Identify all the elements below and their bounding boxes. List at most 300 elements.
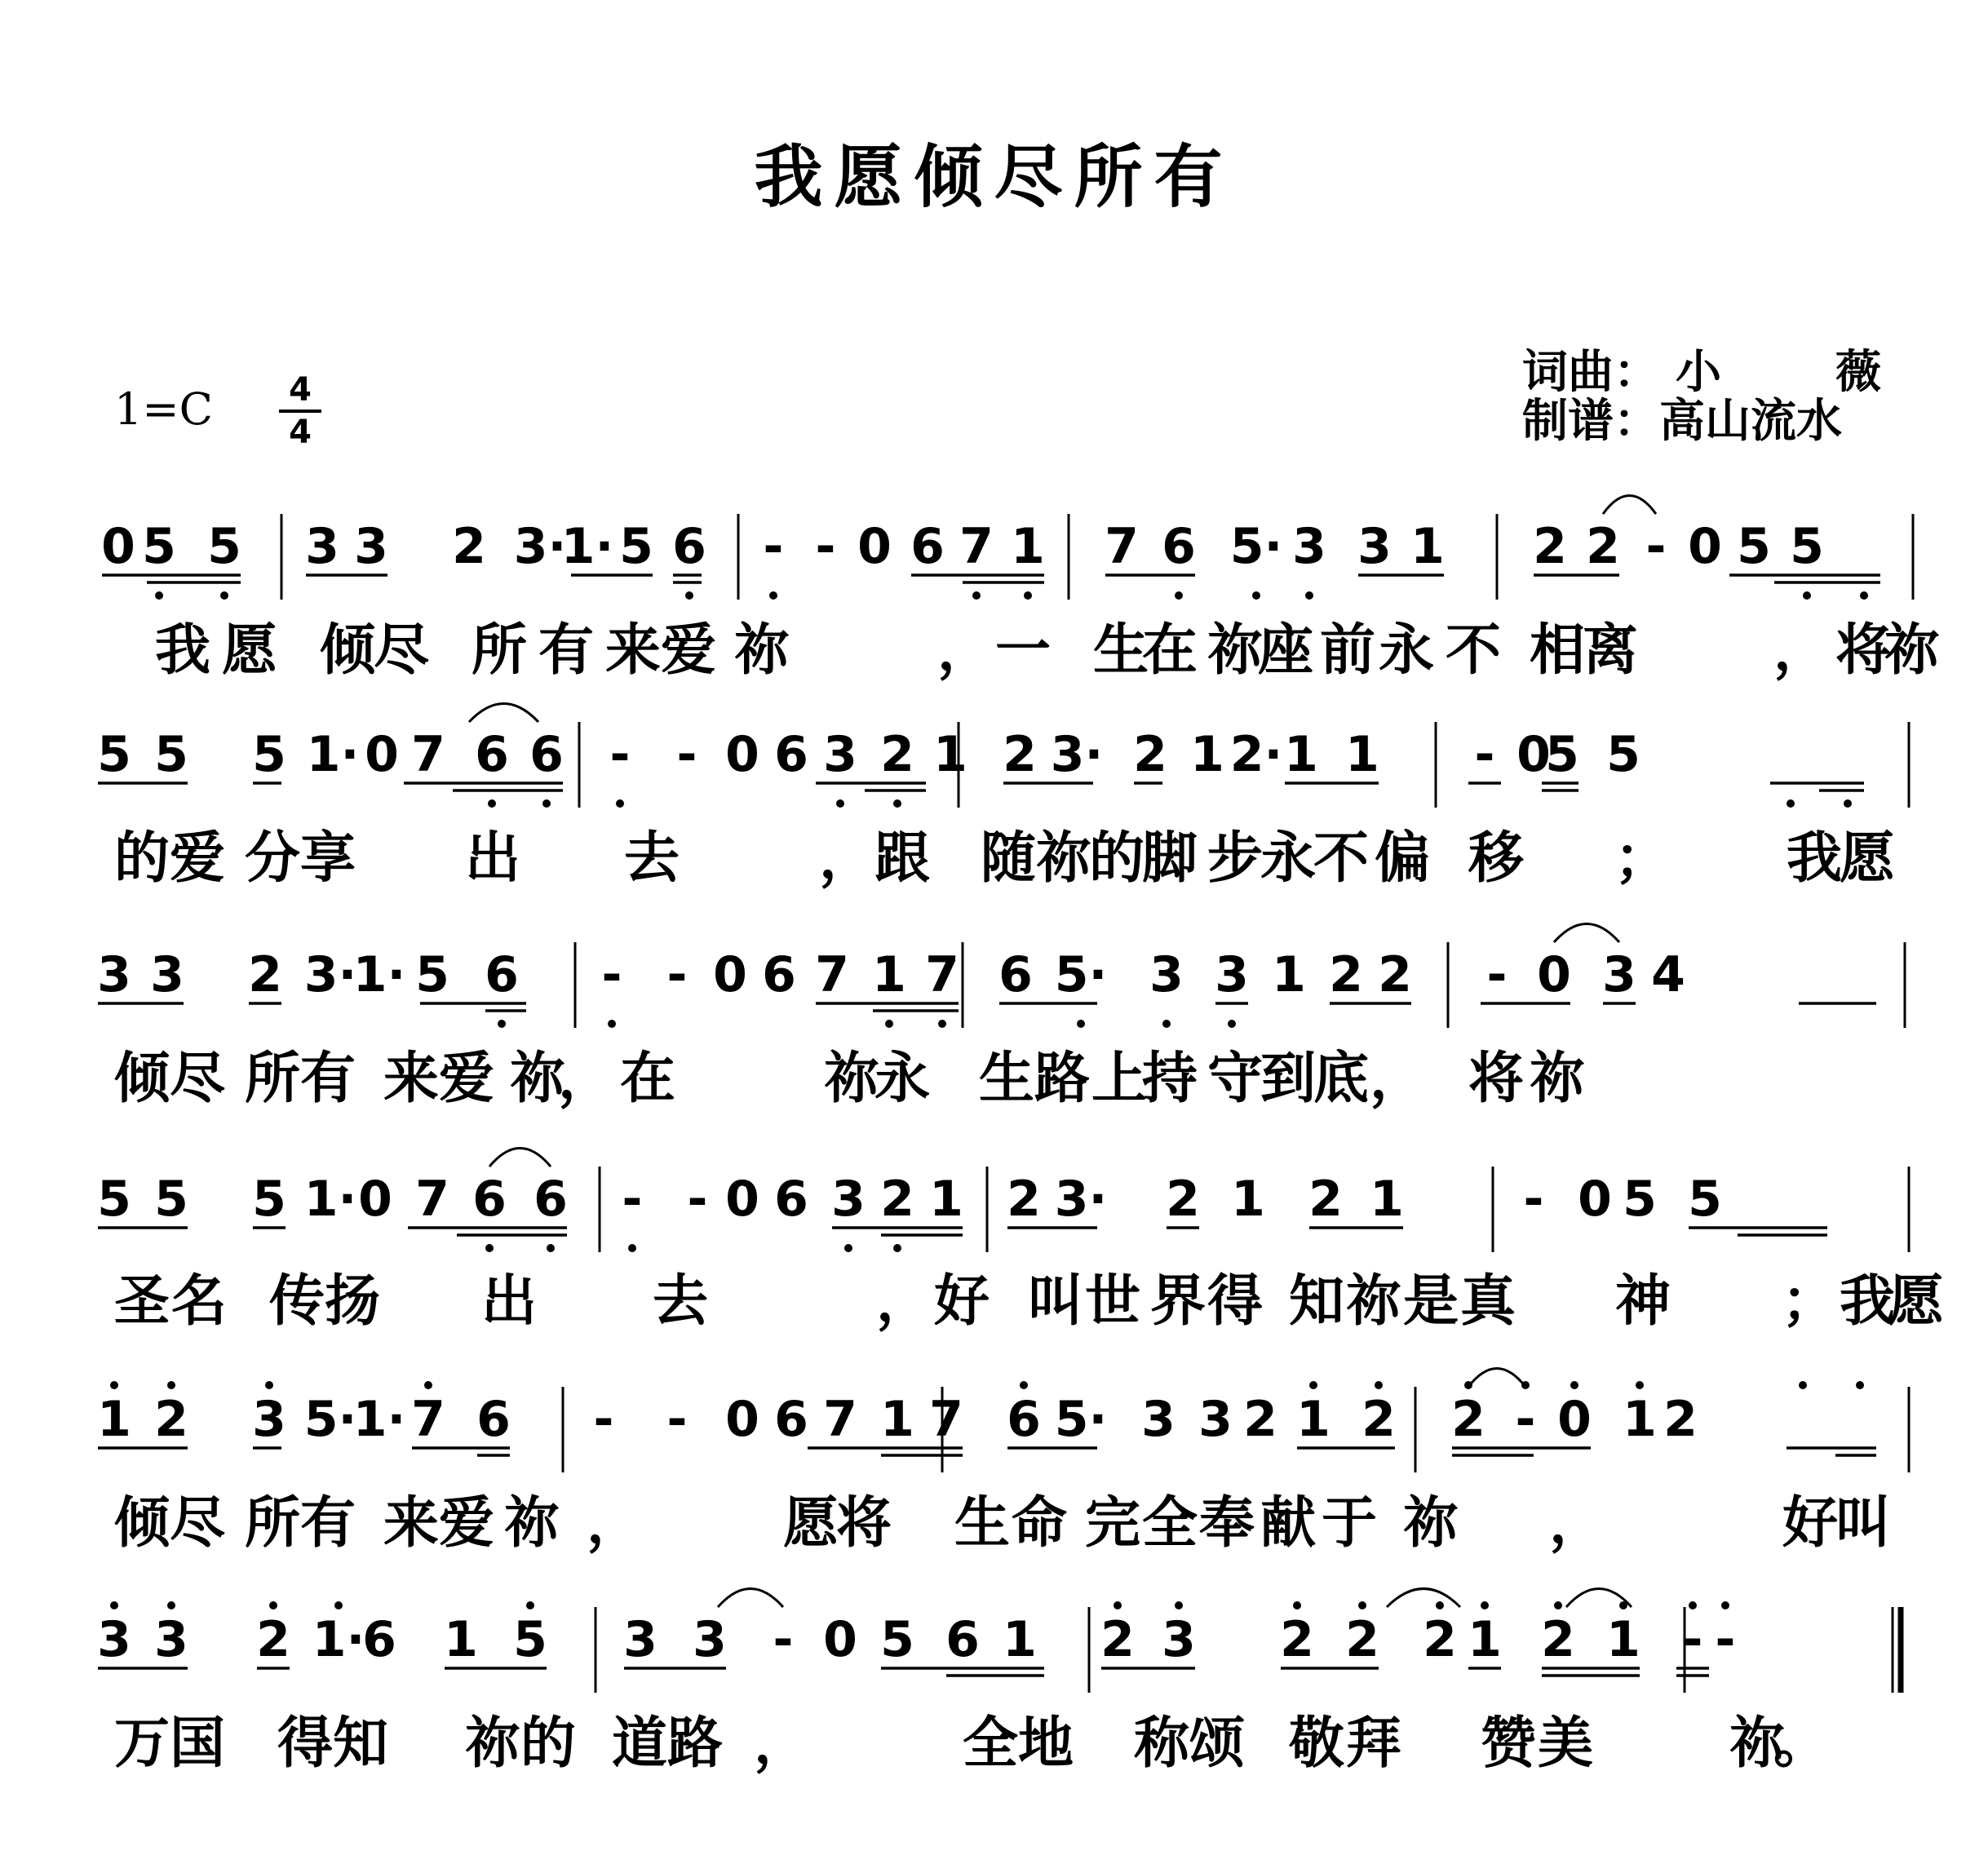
lyric-char: 离 bbox=[1583, 618, 1639, 683]
system-4 bbox=[97, 1149, 1944, 1335]
note: 3 bbox=[97, 946, 131, 1003]
lyric-char: 倾 bbox=[320, 618, 376, 683]
note: 2 bbox=[1133, 726, 1167, 783]
note: 5· bbox=[303, 1391, 357, 1448]
note: - bbox=[1474, 726, 1495, 783]
lyric-char: 步 bbox=[1207, 826, 1264, 891]
lyric-char: 守 bbox=[1207, 1047, 1264, 1111]
octave-dot bbox=[685, 591, 693, 600]
octave-dot bbox=[972, 591, 981, 600]
lyric-char: ， bbox=[1549, 1491, 1605, 1556]
note: 3 bbox=[1602, 946, 1636, 1003]
lyric-char: 所 bbox=[472, 618, 528, 683]
lyric-char: 倾 bbox=[114, 1047, 170, 1111]
lyric-char: 跟 bbox=[874, 826, 931, 891]
lyric-char: 称 bbox=[1134, 1711, 1190, 1776]
note: 0 bbox=[365, 726, 399, 783]
lyric-char: 祢 bbox=[1207, 618, 1264, 683]
lyric-char: 底 bbox=[1313, 1047, 1370, 1111]
octave-dot bbox=[844, 1244, 852, 1252]
lyric-char: ， bbox=[937, 618, 994, 683]
octave-dot bbox=[167, 1381, 175, 1389]
note: 3 bbox=[97, 1611, 131, 1668]
note: 3· bbox=[513, 518, 567, 575]
lyric-char: 脚 bbox=[1142, 826, 1198, 891]
note: 2 bbox=[1541, 1611, 1575, 1668]
octave-dot bbox=[269, 1601, 277, 1609]
octave-dot bbox=[1358, 1601, 1366, 1609]
note: 7 bbox=[415, 1171, 449, 1228]
note: 6 bbox=[476, 1391, 511, 1448]
note: 0 bbox=[1578, 1171, 1612, 1228]
note: - bbox=[666, 1391, 688, 1448]
lyric-char: 不 bbox=[1313, 826, 1370, 891]
octave-dot bbox=[1309, 1381, 1317, 1389]
lyric-char: ， bbox=[1773, 618, 1830, 683]
note: 1 bbox=[1272, 946, 1306, 1003]
octave-dot bbox=[1636, 1381, 1644, 1389]
note: - bbox=[1486, 946, 1508, 1003]
lyric-char: 是 bbox=[1403, 1269, 1459, 1334]
lyric-char: 奉 bbox=[1199, 1491, 1255, 1556]
lyric-char: 愿 bbox=[222, 618, 278, 683]
note: 6 bbox=[910, 518, 945, 575]
octave-dot bbox=[885, 1020, 893, 1028]
octave-dot bbox=[1228, 1020, 1236, 1028]
note: 3· bbox=[303, 946, 357, 1003]
note: 0 bbox=[1537, 946, 1571, 1003]
lyric-char: 。 bbox=[1773, 1711, 1830, 1776]
note: - bbox=[622, 1171, 643, 1228]
note: 5· bbox=[1054, 1391, 1108, 1448]
system-1 bbox=[101, 496, 1940, 684]
lyric-char: 得 bbox=[277, 1711, 334, 1776]
note: 0 bbox=[101, 518, 135, 575]
tie bbox=[469, 704, 538, 723]
note: 3 bbox=[252, 1391, 286, 1448]
note: 3 bbox=[1162, 1611, 1196, 1668]
credit-lyrics-music-label: 词曲： bbox=[1522, 346, 1659, 399]
octave-dot bbox=[616, 799, 624, 808]
note: 5 bbox=[1545, 726, 1579, 783]
note: 6 bbox=[998, 946, 1033, 1003]
lyric-char: 来 bbox=[383, 1491, 440, 1556]
lyric-char: ； bbox=[1614, 826, 1671, 891]
note: 3 bbox=[623, 1611, 658, 1668]
credit-lyrics-music-name-1: 小 bbox=[1676, 346, 1721, 399]
note: 2 bbox=[1243, 1391, 1277, 1448]
note: 2 bbox=[1378, 946, 1412, 1003]
note: 6 bbox=[774, 1391, 808, 1448]
tie bbox=[718, 1589, 783, 1608]
note: 5 bbox=[1606, 726, 1640, 783]
note: 5 bbox=[154, 726, 188, 783]
lyric-char: 祢 bbox=[1530, 1047, 1586, 1111]
note: 5 bbox=[142, 518, 176, 575]
note: 1 bbox=[872, 946, 906, 1003]
lyric-char: 上 bbox=[1091, 1047, 1148, 1111]
lyric-char: 将 bbox=[1835, 618, 1892, 683]
note: 6 bbox=[762, 946, 796, 1003]
lyric-char: 祢 bbox=[465, 1711, 521, 1776]
lyric-char: 有 bbox=[300, 1047, 356, 1111]
note: 2 bbox=[1423, 1611, 1457, 1668]
octave-dot bbox=[110, 1601, 118, 1609]
octave-dot bbox=[155, 591, 163, 600]
note: - bbox=[1682, 1611, 1703, 1668]
lyric-char: 祢 bbox=[504, 1491, 560, 1556]
note: 2 bbox=[880, 726, 914, 783]
tie bbox=[1468, 1369, 1525, 1388]
lyric-char: 尽 bbox=[170, 1491, 226, 1556]
lyric-char: 生 bbox=[954, 1491, 1011, 1556]
note: 5 bbox=[619, 518, 653, 575]
note: 6 bbox=[774, 726, 808, 783]
note: 6 bbox=[774, 1171, 808, 1228]
lyric-char: 敬 bbox=[1289, 1711, 1345, 1776]
lyric-char: 爱 bbox=[661, 618, 717, 683]
note: 6 bbox=[672, 518, 706, 575]
octave-dot bbox=[485, 1244, 494, 1252]
lyric-char: ， bbox=[876, 1269, 932, 1334]
system-5 bbox=[97, 1369, 1909, 1556]
lyric-char: 界 bbox=[1150, 1269, 1207, 1334]
note: 6 bbox=[472, 1171, 507, 1228]
note: 2 bbox=[1166, 1171, 1200, 1228]
octave-dot bbox=[1114, 1601, 1122, 1609]
lyric-char: 尽 bbox=[170, 1047, 226, 1111]
note: 5 bbox=[1737, 518, 1771, 575]
lyric-char: 生 bbox=[1093, 618, 1149, 683]
note: 3 bbox=[831, 1171, 866, 1228]
octave-dot bbox=[628, 1244, 636, 1252]
note: 6 bbox=[534, 1171, 568, 1228]
lyric-char: 愿 bbox=[783, 1491, 839, 1556]
lyric-char: 在 bbox=[1142, 618, 1198, 683]
credit-lyrics-music-name-2: 薇 bbox=[1835, 346, 1881, 399]
lyric-char: 地 bbox=[1018, 1711, 1074, 1776]
lyric-char: ， bbox=[754, 1711, 810, 1776]
lyric-char: 座 bbox=[1258, 618, 1314, 683]
note: 5 bbox=[252, 1171, 286, 1228]
note: 5· bbox=[1054, 946, 1108, 1003]
lyric-char: 去 bbox=[624, 826, 680, 891]
note: 5 bbox=[415, 946, 449, 1003]
note: - bbox=[593, 1391, 614, 1448]
lyric-char: 分 bbox=[245, 826, 301, 891]
note: 3 bbox=[154, 1611, 188, 1668]
lyric-char: 世 bbox=[1085, 1269, 1141, 1334]
lyric-char: 将 bbox=[1468, 1047, 1525, 1111]
octave-dot bbox=[1689, 1601, 1697, 1609]
lyric-char: ； bbox=[1782, 1269, 1838, 1334]
tie bbox=[1554, 924, 1619, 943]
note: - bbox=[1523, 1171, 1544, 1228]
note: 7 bbox=[925, 946, 959, 1003]
octave-dot bbox=[1721, 1601, 1729, 1609]
note: 7 bbox=[815, 946, 849, 1003]
note: 5 bbox=[252, 726, 286, 783]
lyric-char: 祢 bbox=[1884, 618, 1941, 683]
note: 1 bbox=[929, 1171, 963, 1228]
lyric-char: 祢 bbox=[1729, 1711, 1786, 1776]
octave-dot bbox=[893, 799, 901, 808]
note: - bbox=[1515, 1391, 1536, 1448]
note: 2 bbox=[256, 1611, 290, 1668]
note: 5 bbox=[97, 726, 131, 783]
note: 6 bbox=[362, 1611, 396, 1668]
credit-notation-name: 高山流水 bbox=[1659, 395, 1842, 448]
octave-dot bbox=[1787, 799, 1795, 808]
lyric-char: 万 bbox=[114, 1711, 170, 1776]
note: 6 bbox=[1007, 1391, 1041, 1448]
note: 1 bbox=[1284, 726, 1318, 783]
octave-dot bbox=[1856, 1381, 1864, 1389]
lyric-char: 圣 bbox=[114, 1269, 170, 1334]
note: 3 bbox=[305, 518, 339, 575]
lyric-char: 知 bbox=[333, 1711, 389, 1776]
note: 3 bbox=[1292, 518, 1326, 575]
octave-dot bbox=[1799, 1381, 1807, 1389]
lyric-char: 祢 bbox=[1346, 1269, 1402, 1334]
lyric-char: 永 bbox=[1260, 826, 1317, 891]
octave-dot bbox=[265, 1381, 273, 1389]
note: 0 bbox=[725, 1391, 759, 1448]
note: 1· bbox=[560, 518, 614, 575]
note: 2 bbox=[1663, 1391, 1698, 1448]
octave-dot bbox=[542, 799, 551, 808]
note: - bbox=[601, 946, 622, 1003]
note: 1· bbox=[352, 1391, 406, 1448]
lyric-char: 爱 bbox=[439, 1047, 495, 1111]
lyric-char: 偏 bbox=[1375, 826, 1431, 891]
lyric-char: 神 bbox=[1615, 1269, 1671, 1334]
note: 1 bbox=[1345, 726, 1379, 783]
lyric-char: 将 bbox=[836, 1491, 892, 1556]
lyric-char: 所 bbox=[245, 1491, 301, 1556]
lyric-char: ， bbox=[819, 826, 875, 891]
note: 5 bbox=[207, 518, 241, 575]
octave-dot bbox=[110, 1381, 118, 1389]
note: 2 bbox=[248, 946, 282, 1003]
note: 6 bbox=[945, 1611, 980, 1668]
note: 5 bbox=[97, 1171, 131, 1228]
system-2 bbox=[97, 704, 1909, 892]
note: 6 bbox=[475, 726, 509, 783]
note: 1 bbox=[933, 726, 967, 783]
octave-dot bbox=[526, 1601, 534, 1609]
lyric-char: 真 bbox=[1460, 1269, 1516, 1334]
note: 1 bbox=[1011, 518, 1045, 575]
octave-dot bbox=[1554, 1601, 1562, 1609]
lyric-char: 叫 bbox=[1028, 1269, 1084, 1334]
octave-dot bbox=[1252, 591, 1260, 600]
lyric-char: 一 bbox=[995, 618, 1052, 683]
octave-dot bbox=[836, 799, 844, 808]
note: 0 bbox=[713, 946, 747, 1003]
lyric-char: 不 bbox=[1446, 618, 1502, 683]
lyric-char: 愿 bbox=[1840, 826, 1896, 891]
note: 7 bbox=[411, 726, 445, 783]
octave-dot bbox=[1024, 591, 1032, 600]
lyric-char: 爱 bbox=[439, 1491, 495, 1556]
lyric-char: 尽 bbox=[374, 618, 430, 683]
note: 2 bbox=[1361, 1391, 1396, 1448]
note: 2 bbox=[1100, 1611, 1135, 1668]
note: 3 bbox=[693, 1611, 727, 1668]
lyric-char: ， bbox=[587, 1491, 643, 1556]
octave-dot bbox=[424, 1381, 432, 1389]
octave-dot bbox=[1175, 1601, 1183, 1609]
note: 6 bbox=[1162, 518, 1196, 575]
octave-dot bbox=[1436, 1601, 1444, 1609]
lyric-char: 好 bbox=[1782, 1491, 1839, 1556]
lyric-char: 传 bbox=[269, 1269, 325, 1334]
lyric-char: 到 bbox=[1260, 1047, 1317, 1111]
note: 5 bbox=[1623, 1171, 1657, 1228]
octave-dot bbox=[1860, 591, 1868, 600]
note: 0 bbox=[725, 726, 759, 783]
lyric-char: 全 bbox=[963, 1711, 1019, 1776]
octave-dot bbox=[893, 1244, 901, 1252]
note: 2 bbox=[1329, 946, 1363, 1003]
note: 5 bbox=[1688, 1171, 1722, 1228]
octave-dot bbox=[1481, 1601, 1489, 1609]
lyric-char: 相 bbox=[1530, 618, 1586, 683]
note: 0 bbox=[358, 1171, 392, 1228]
tie bbox=[489, 1149, 551, 1167]
lyric-char: 持 bbox=[1142, 1047, 1198, 1111]
note: 1 bbox=[1003, 1611, 1037, 1668]
note: 4 bbox=[1651, 946, 1685, 1003]
lyric-char: 美 bbox=[1538, 1711, 1594, 1776]
lyric-char: 路 bbox=[667, 1711, 724, 1776]
octave-dot bbox=[547, 1244, 555, 1252]
note: - bbox=[1645, 518, 1667, 575]
note: 3 bbox=[823, 726, 857, 783]
time-signature-top: 4 bbox=[289, 371, 312, 409]
note: 1 bbox=[880, 1391, 914, 1448]
note: 5 bbox=[513, 1611, 547, 1668]
note: 2 bbox=[1451, 1391, 1485, 1448]
lyric-char: 我 bbox=[1840, 1269, 1896, 1334]
lyric-char: 出 bbox=[481, 1269, 538, 1334]
lyric-char: 随 bbox=[981, 826, 1037, 891]
lyric-char: 完 bbox=[1085, 1491, 1141, 1556]
note: - bbox=[666, 946, 688, 1003]
note: 2 bbox=[1003, 726, 1037, 783]
lyric-char: 于 bbox=[1322, 1491, 1378, 1556]
octave-dot bbox=[1020, 1381, 1028, 1389]
note: 3 bbox=[1198, 1391, 1233, 1448]
note: 7 bbox=[411, 1391, 445, 1448]
lyric-char: 爱 bbox=[170, 826, 226, 891]
octave-dot bbox=[334, 1601, 343, 1609]
lyric-char: 好 bbox=[934, 1269, 990, 1334]
lyric-char: 祢 bbox=[510, 1047, 566, 1111]
octave-dot bbox=[1305, 591, 1313, 600]
note: 1 bbox=[1410, 518, 1445, 575]
note: 3 bbox=[354, 518, 388, 575]
note: 7 bbox=[823, 1391, 857, 1448]
note: 1 bbox=[444, 1611, 478, 1668]
lyric-char: 有 bbox=[300, 1491, 356, 1556]
octave-dot bbox=[1175, 591, 1183, 600]
note: 2 bbox=[1007, 1171, 1041, 1228]
lyric-char: 出 bbox=[465, 826, 521, 891]
system-3 bbox=[97, 924, 1905, 1112]
lyric-char: 愿 bbox=[1888, 1269, 1945, 1334]
note: 1· bbox=[303, 1171, 357, 1228]
note: 7 bbox=[929, 1391, 963, 1448]
note: 2 bbox=[452, 518, 486, 575]
lyric-char: 来 bbox=[383, 1047, 440, 1111]
lyric-char: 祢 bbox=[1036, 826, 1092, 891]
note: - bbox=[1715, 1611, 1736, 1668]
note: 1 bbox=[1296, 1391, 1330, 1448]
octave-dot bbox=[1162, 1020, 1171, 1028]
tie bbox=[1387, 1589, 1460, 1608]
lyric-char: 在 bbox=[620, 1047, 676, 1111]
lyric-char: 颂 bbox=[1189, 1711, 1246, 1776]
note: 1 bbox=[1190, 726, 1224, 783]
lyric-char: 知 bbox=[1289, 1269, 1345, 1334]
note: 1· bbox=[352, 946, 406, 1003]
note: 3 bbox=[1149, 946, 1184, 1003]
note: 5 bbox=[880, 1611, 914, 1668]
lyric-char: ， bbox=[558, 1047, 614, 1111]
lyric-char: 永 bbox=[874, 1047, 931, 1111]
octave-dot bbox=[1077, 1020, 1085, 1028]
note: 3 bbox=[1357, 518, 1392, 575]
note: 6 bbox=[485, 946, 519, 1003]
octave-dot bbox=[1803, 591, 1811, 600]
note: 0 bbox=[1688, 518, 1722, 575]
lyric-char: 祢 bbox=[1403, 1491, 1459, 1556]
octave-dot bbox=[167, 1601, 175, 1609]
lyric-char: 献 bbox=[1260, 1491, 1317, 1556]
credit-notation-label: 制谱： bbox=[1522, 395, 1659, 448]
note: - bbox=[687, 1171, 708, 1228]
note: 0 bbox=[1516, 726, 1551, 783]
lyric-char: 全 bbox=[1142, 1491, 1198, 1556]
lyric-char: 扬 bbox=[325, 1269, 381, 1334]
lyric-char: 路 bbox=[1034, 1047, 1091, 1111]
note: 7 bbox=[1105, 518, 1139, 575]
note: - bbox=[676, 726, 697, 783]
note: 1· bbox=[306, 726, 360, 783]
lyric-char: 赞 bbox=[1481, 1711, 1537, 1776]
note: 5· bbox=[1229, 518, 1283, 575]
lyric-char: 祢 bbox=[734, 618, 790, 683]
note: 2 bbox=[1586, 518, 1620, 575]
note: - bbox=[609, 726, 631, 783]
lyric-char: 生 bbox=[979, 1047, 1035, 1111]
lyric-char: 来 bbox=[605, 618, 662, 683]
octave-dot bbox=[769, 591, 777, 600]
lyric-char: 移 bbox=[1468, 826, 1525, 891]
octave-dot bbox=[220, 591, 228, 600]
lyric-char: 去 bbox=[653, 1269, 709, 1334]
note: 1 bbox=[1370, 1171, 1404, 1228]
lyric-char: 我 bbox=[155, 618, 211, 683]
lyric-char: 我 bbox=[1787, 826, 1843, 891]
note: 2 bbox=[154, 1391, 188, 1448]
lyric-char: 叫 bbox=[1835, 1491, 1892, 1556]
lyric-char: 所 bbox=[245, 1047, 301, 1111]
lyric-char: 前 bbox=[1320, 618, 1376, 683]
octave-dot bbox=[488, 799, 496, 808]
